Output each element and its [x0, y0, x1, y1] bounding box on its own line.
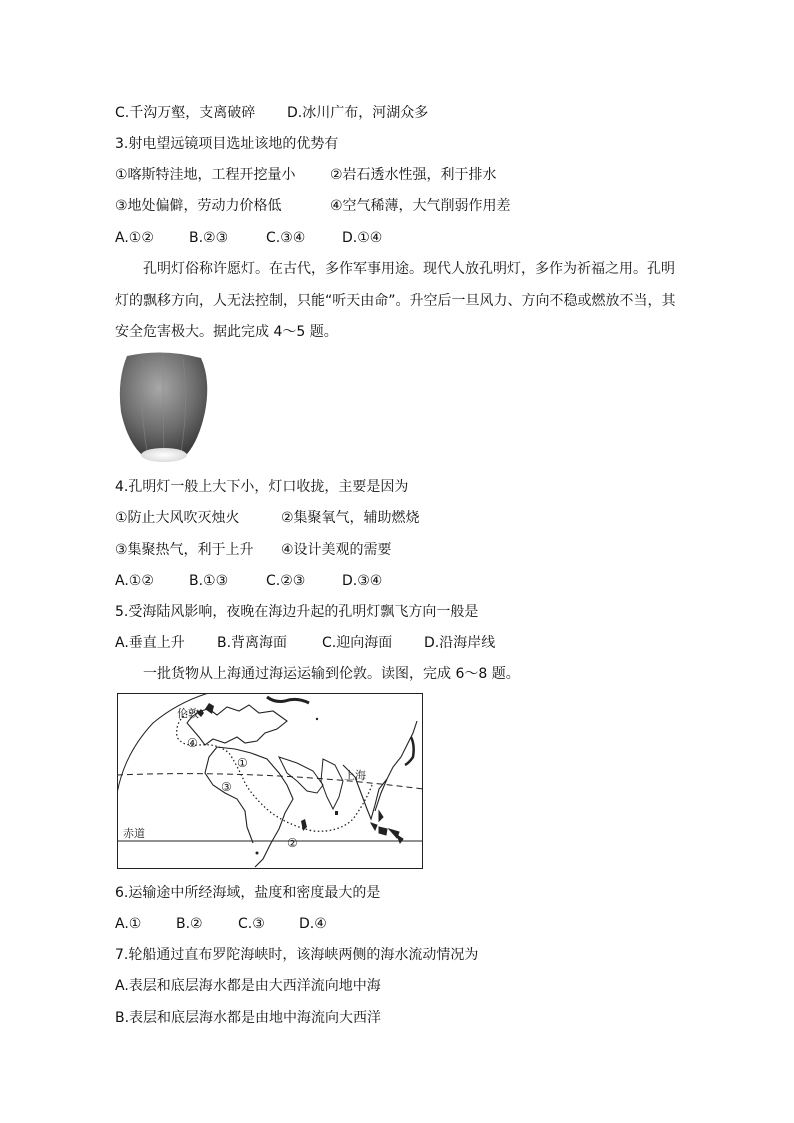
- lantern-passage-text: 孔明灯俗称许愿灯。在古代，多作军事用途。现代人放孔明灯，多作为祈福之用。孔明灯的飘移方向，人无法控制，只能“听天由命”。升空后一旦风力、方向不稳或燃放不当，其安全危害极大。据此完成 4～5 题。: [115, 261, 676, 340]
- q6-choice-a: A.①: [115, 916, 142, 932]
- q3-item-3: ③地处偏僻，劳动力价格低: [115, 198, 282, 214]
- shipping-route-map: [117, 693, 423, 869]
- q3-choice-d: D.①④: [342, 230, 383, 246]
- q6-choice-d: D.④: [299, 916, 327, 932]
- q3-stem: 3.射电望远镜项目选址该地的优势有: [115, 136, 339, 152]
- q2-option-c: C.千沟万壑，支离破碎: [115, 105, 256, 121]
- q4-stem: 4.孔明灯一般上大下小，灯口收拢，主要是因为: [115, 479, 409, 495]
- q4-item-4: ④设计美观的需要: [281, 542, 392, 558]
- q7-choice-b: B.表层和底层海水都是由地中海流向大西洋: [115, 1010, 382, 1026]
- q4-choice-d: D.③④: [342, 573, 383, 589]
- q4-item-1: ①防止大风吹灭烛火: [115, 510, 240, 526]
- q4-choice-c: C.②③: [266, 573, 306, 589]
- shipping-passage: 一批货物从上海通过海运运输到伦敦。读图，完成 6～8 题。: [143, 666, 520, 682]
- q4-item-3: ③集聚热气，利于上升: [115, 542, 254, 558]
- q3-choice-c: C.③④: [266, 230, 306, 246]
- q3-item-1: ①喀斯特洼地，工程开挖量小: [115, 167, 296, 183]
- q5-choice-c: C.迎向海面: [322, 635, 393, 651]
- map-frame: [118, 694, 423, 869]
- marker-4-label: ④: [187, 736, 198, 750]
- label-shanghai: 上海: [344, 769, 366, 782]
- q4-item-2: ②集聚氧气，辅助燃烧: [281, 510, 420, 526]
- q3-item-2: ②岩石透水性强，利于排水: [330, 167, 497, 183]
- marker-1-label: ①: [237, 756, 248, 770]
- marker-3-label: ③: [221, 780, 232, 794]
- label-london: 伦敦: [177, 707, 199, 720]
- q7-choice-a: A.表层和底层海水都是由大西洋流向地中海: [115, 978, 381, 994]
- q6-stem: 6.运输途中所经海域，盐度和密度最大的是: [115, 885, 381, 901]
- q5-choice-b: B.背离海面: [217, 635, 288, 651]
- q2-option-d: D.冰川广布，河湖众多: [287, 105, 429, 121]
- q3-item-4: ④空气稀薄，大气削弱作用差: [330, 198, 511, 214]
- q7-stem: 7.轮船通过直布罗陀海峡时，该海峡两侧的海水流动情况为: [115, 947, 479, 963]
- sky-lantern-image: [113, 352, 213, 466]
- label-equator: 赤道: [123, 827, 145, 840]
- q4-choice-b: B.①③: [189, 573, 229, 589]
- q5-stem: 5.受海陆风影响，夜晚在海边升起的孔明灯飘飞方向一般是: [115, 604, 479, 620]
- q5-choice-d: D.沿海岸线: [424, 635, 496, 651]
- q5-choice-a: A.垂直上升: [115, 635, 185, 651]
- lantern-passage: [115, 254, 680, 349]
- q3-choice-b: B.②③: [189, 230, 229, 246]
- q6-choice-c: C.③: [238, 916, 265, 932]
- marker-2-label: ②: [287, 836, 298, 850]
- q3-choice-a: A.①②: [115, 230, 154, 246]
- q4-choice-a: A.①②: [115, 573, 154, 589]
- sri-lanka-island: [335, 811, 338, 815]
- q6-choice-b: B.②: [176, 916, 203, 932]
